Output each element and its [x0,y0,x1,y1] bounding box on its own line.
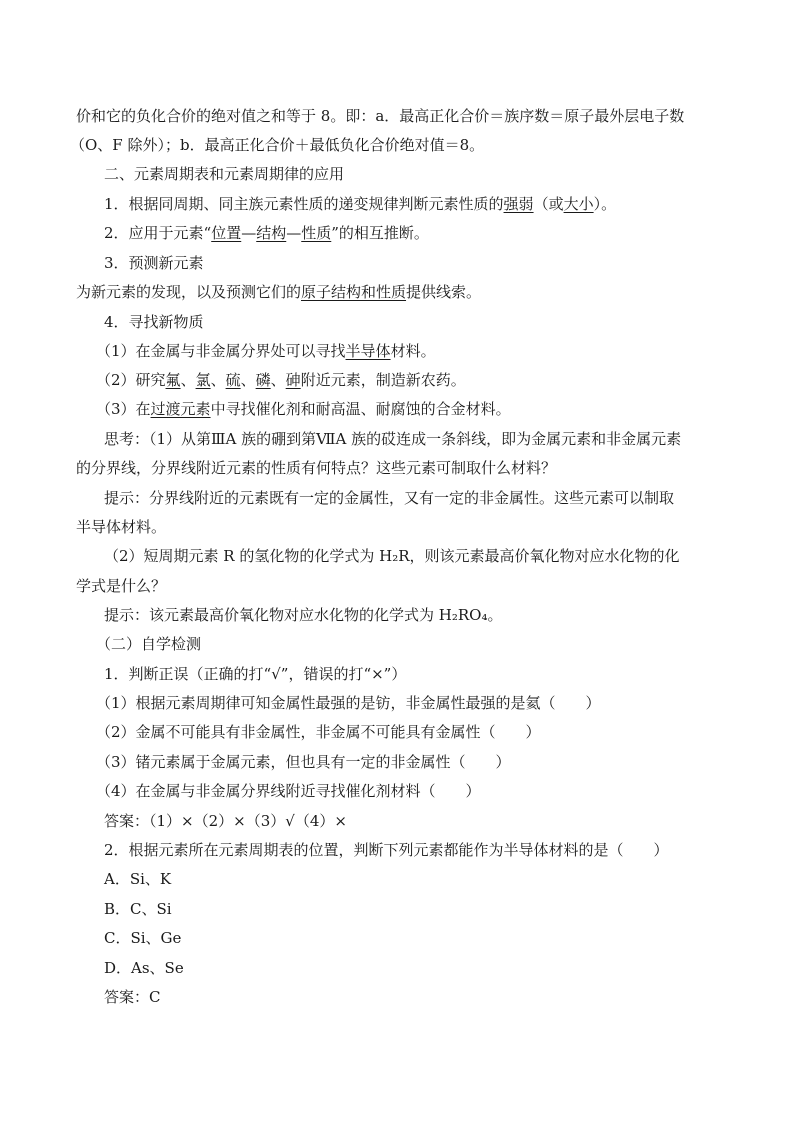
question-1-stem: 1．判断正误（正确的打“√”，错误的打“×”） [104,665,407,683]
question-2-option-b: B．C、Si [104,900,172,918]
question-2-option-d: D．As、Se [104,959,184,977]
text-line-8: 4．寻找新物质 [104,313,204,331]
question-1-item-2: （2）金属不可能具有非金属性，非金属不可能具有金属性（ ） [96,723,541,741]
section-heading-applications: 二、元素周期表和元素周期律的应用 [104,165,345,183]
section-heading-self-test: （二）自学检测 [96,635,202,653]
text-line-1: 价和它的负化合价的绝对值之和等于 8。即：a．最高正化合价＝族序数＝原子最外层电子数 [76,107,685,125]
text-line-12: 思考：（1）从第ⅢA 族的硼到第ⅦA 族的砹连成一条斜线，即为金属元素和非金属元素 [104,430,682,448]
text-line-16: （2）短周期元素 R 的氢化物的化学式为 H₂R，则该元素最高价氧化物对应水化物的化 [104,547,680,565]
text-line-11: （3）在过渡元素中寻找催化剂和耐高温、耐腐蚀的合金材料。 [96,400,511,418]
text-line-5: 2．应用于元素“位置—结构—性质”的相互推断。 [104,224,429,242]
text-line-13: 的分界线，分界线附近元素的性质有何特点？这些元素可制取什么材料？ [76,459,557,477]
text-line-4: 1．根据同周期、同主族元素性质的递变规律判断元素性质的强弱（或大小）。 [104,195,617,213]
text-line-2: （O、F 除外）；b．最高正化合价＋最低负化合价绝对值＝8。 [70,136,485,154]
text-line-10: （2）研究氟、氯、硫、磷、砷附近元素，制造新农药。 [96,371,466,389]
text-line-15: 半导体材料。 [76,518,167,536]
question-2-stem: 2．根据元素所在元素周期表的位置，判断下列元素都能作为半导体材料的是（ ） [104,841,669,859]
text-line-17: 学式是什么？ [76,577,167,595]
text-line-7: 为新元素的发现，以及预测它们的原子结构和性质提供线索。 [76,283,482,301]
question-1-answer: 答案：（1）×（2）×（3）√（4）× [104,812,347,830]
text-line-14: 提示：分界线附近的元素既有一定的金属性，又有一定的非金属性。这些元素可以制取 [104,489,675,507]
question-1-item-3: （3）锗元素属于金属元素，但也具有一定的非金属性（ ） [96,753,511,771]
text-line-18: 提示：该元素最高价氧化物对应水化物的化学式为 H₂RO₄。 [104,606,503,624]
text-line-6: 3．预测新元素 [104,254,204,272]
question-2-option-c: C．Si、Ge [104,929,182,947]
question-1-item-1: （1）根据元素周期律可知金属性最强的是钫，非金属性最强的是氦（ ） [96,694,601,712]
question-2-answer: 答案：C [104,988,161,1006]
question-1-item-4: （4）在金属与非金属分界线附近寻找催化剂材料（ ） [96,782,481,800]
question-2-option-a: A．Si、K [104,870,172,888]
text-line-9: （1）在金属与非金属分界处可以寻找半导体材料。 [96,342,436,360]
